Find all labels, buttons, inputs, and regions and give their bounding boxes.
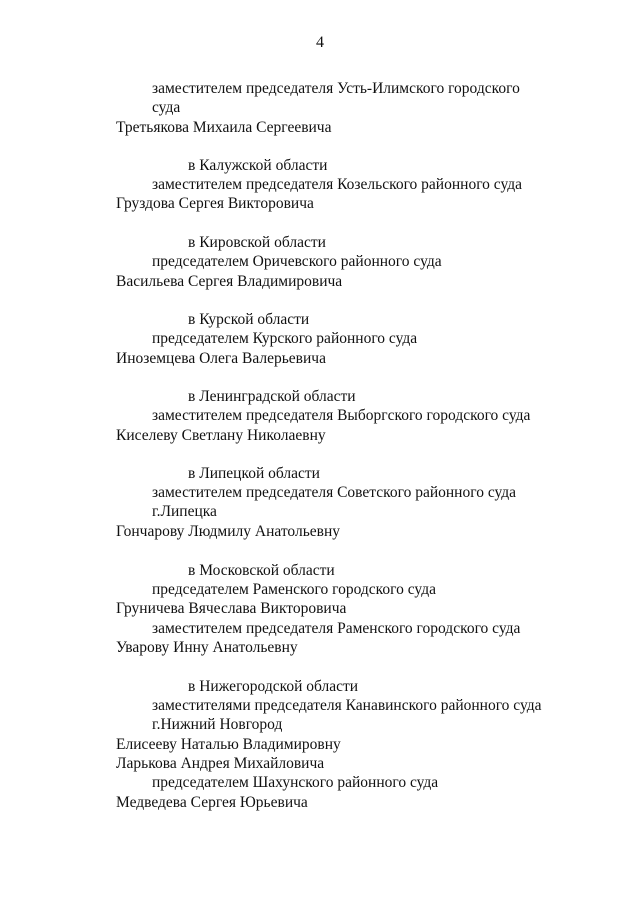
region-heading: в Московской области xyxy=(188,562,335,579)
person-name: Груничева Вячеслава Викторовича xyxy=(116,600,347,617)
position-line: заместителем председателя Раменского городского суда xyxy=(152,620,521,637)
region-heading: в Курской области xyxy=(188,311,310,328)
region-heading: в Нижегородской области xyxy=(188,678,359,695)
position-line: заместителем председателя Советского районного суда xyxy=(152,484,517,501)
position-line: председателем Раменского городского суда xyxy=(152,581,436,598)
person-name: Третьякова Михаила Сергеевича xyxy=(116,119,332,136)
person-name: Уварову Инну Анатольевну xyxy=(116,639,298,656)
person-name: Груздова Сергея Викторовича xyxy=(116,195,314,212)
position-line: председателем Оричевского районного суда xyxy=(152,253,442,270)
person-name: Васильева Сергея Владимировича xyxy=(116,273,343,290)
page-number: 4 xyxy=(316,34,324,51)
person-name: Елисееву Наталью Владимировну xyxy=(116,736,341,753)
person-name: Гончарову Людмилу Анатольевну xyxy=(116,523,341,540)
region-heading: в Липецкой области xyxy=(188,465,320,482)
position-line: председателем Курского районного суда xyxy=(152,330,418,347)
person-name: Киселеву Светлану Николаевну xyxy=(116,427,326,444)
region-heading: в Калужской области xyxy=(188,157,328,174)
position-line: председателем Шахунского районного суда xyxy=(152,774,439,791)
position-line: заместителем председателя Усть-Илимского городского xyxy=(152,80,520,97)
position-line: суда xyxy=(152,99,181,116)
person-name: Медведева Сергея Юрьевича xyxy=(116,794,308,811)
person-name: Иноземцева Олега Валерьевича xyxy=(116,350,326,367)
person-name: Ларькова Андрея Михайловича xyxy=(116,755,325,772)
position-line: заместителем председателя Выборгского городского суда xyxy=(152,407,531,424)
region-heading: в Кировской области xyxy=(188,234,326,251)
position-line: заместителем председателя Козельского районного суда xyxy=(152,176,523,193)
region-heading: в Ленинградской области xyxy=(188,388,356,405)
position-line: г.Нижний Новгород xyxy=(152,716,283,733)
position-line: г.Липецка xyxy=(152,503,217,520)
position-line: заместителями председателя Канавинского районного суда xyxy=(152,697,542,714)
